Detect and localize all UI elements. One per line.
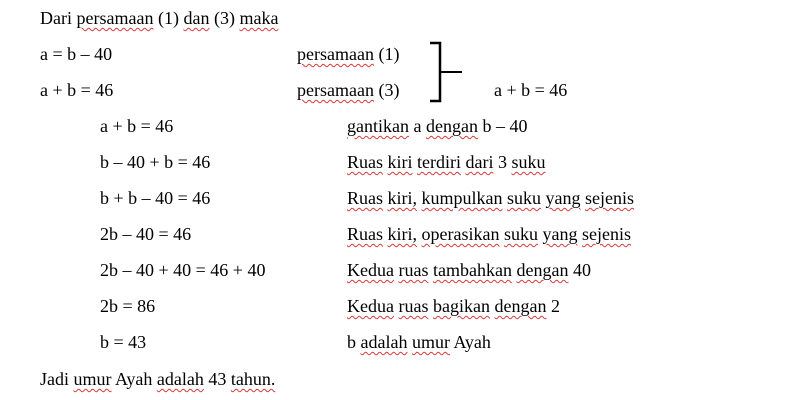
step-expression: b + b – 40 = 46 [100, 188, 211, 208]
grouping-brace [428, 41, 468, 103]
note-word: gantikan [347, 116, 409, 136]
note-word: kumpulkan [421, 188, 503, 208]
conclusion-line [40, 368, 275, 390]
step-expression: b = 43 [100, 332, 147, 352]
step-expression: b – 40 + b = 46 [100, 152, 211, 172]
note-word: adalah [360, 332, 408, 352]
note-word: ruas [398, 260, 429, 280]
note-word: operasikan [421, 224, 500, 244]
intro-word: (3) [213, 8, 235, 28]
step-note [347, 115, 527, 137]
note-word: suku [507, 188, 542, 208]
note-word: Ruas [347, 152, 383, 172]
combined-equation: a + b = 46 [494, 80, 568, 100]
note-word: sejenis [585, 188, 635, 208]
intro-word: (1) [157, 8, 179, 28]
intro-word: maka [239, 8, 279, 28]
note-word: b – 40 [482, 116, 528, 136]
note-word: yang [545, 188, 581, 208]
conclusion-word: tahun. [230, 369, 276, 389]
equation-3-label [297, 79, 399, 101]
note-word: Kedua [347, 260, 394, 280]
step-expression: 2b = 86 [100, 296, 156, 316]
note-word: b [347, 332, 356, 352]
step-note [347, 295, 560, 317]
intro-word: Dari [40, 8, 72, 28]
note-word: 2 [550, 296, 560, 316]
label-word: persamaan [297, 80, 374, 100]
note-word: ruas [398, 296, 429, 316]
step-note [347, 223, 631, 245]
note-word: yang [542, 224, 578, 244]
step-expression: 2b – 40 + 40 = 46 + 40 [100, 260, 266, 280]
conclusion-word: 43 [208, 369, 227, 389]
note-word: 40 [572, 260, 591, 280]
equation-1-label [297, 43, 399, 65]
step-note [347, 187, 634, 209]
note-word: sejenis [581, 224, 631, 244]
label-word: (1) [378, 44, 400, 64]
note-word: Ruas [347, 224, 383, 244]
note-word: tambahkan [432, 260, 512, 280]
label-word: persamaan [297, 44, 374, 64]
note-word: a [413, 116, 422, 136]
note-word: terdiri [417, 152, 461, 172]
step-note [347, 331, 491, 353]
note-word: Ayah [453, 332, 491, 352]
intro-word: dan [183, 8, 210, 28]
step-note [347, 151, 545, 173]
note-word: dengan [516, 260, 569, 280]
note-word: dari [465, 152, 494, 172]
note-word: kiri, [387, 188, 417, 208]
note-word: dengan [494, 296, 547, 316]
equation-1-expression: a = b – 40 [40, 44, 113, 64]
conclusion-word: Ayah [115, 369, 153, 389]
note-word: 3 [497, 152, 507, 172]
conclusion-word: Jadi [40, 369, 69, 389]
conclusion-word: umur [73, 369, 112, 389]
conclusion-word: adalah [156, 369, 204, 389]
label-word: (3) [378, 80, 400, 100]
step-note [347, 259, 591, 281]
note-word: dengan [425, 116, 478, 136]
note-word: Ruas [347, 188, 383, 208]
step-expression: 2b – 40 = 46 [100, 224, 192, 244]
note-word: Kedua [347, 296, 394, 316]
intro-line [40, 7, 278, 29]
equation-3-expression: a + b = 46 [40, 80, 114, 100]
note-word: bagikan [432, 296, 490, 316]
note-word: kiri [387, 152, 413, 172]
note-word: umur [411, 332, 450, 352]
note-word: kiri, [387, 224, 417, 244]
note-word: suku [503, 224, 538, 244]
intro-word: persamaan [76, 8, 154, 28]
note-word: suku [511, 152, 546, 172]
step-expression: a + b = 46 [100, 116, 174, 136]
